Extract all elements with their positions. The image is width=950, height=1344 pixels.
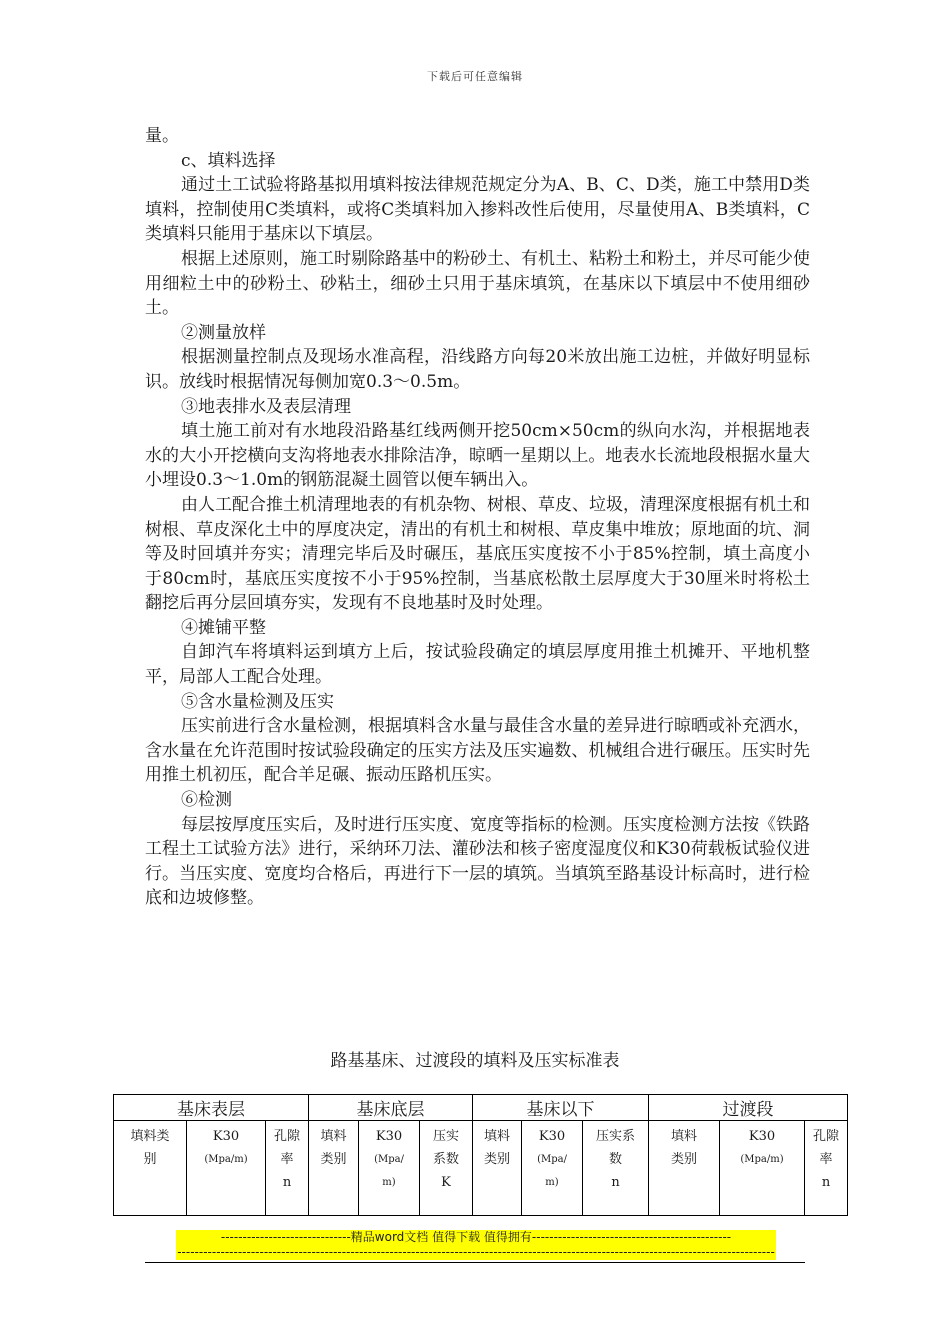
- table-subheader-cell: [473, 1121, 522, 1216]
- table-subheader-cell: [187, 1121, 266, 1216]
- group-header: 基床表层: [114, 1095, 309, 1121]
- table-subheader-cell: [266, 1121, 309, 1216]
- subheader-line: 率: [819, 1152, 833, 1167]
- body-paragraph: 量。: [145, 126, 179, 146]
- body-paragraph: ⑤含水量检测及压实: [181, 691, 334, 712]
- subheader-line: K30: [375, 1129, 403, 1144]
- subheader-line: K: [441, 1175, 451, 1190]
- subheader-line: 数: [608, 1152, 622, 1167]
- subheader-line: 类别: [670, 1152, 697, 1167]
- subheader-line: 填料: [320, 1129, 347, 1144]
- subheader-line: 孔隙: [273, 1129, 300, 1144]
- table-subheader-cell: [649, 1121, 720, 1216]
- subheader-line: 系数: [432, 1152, 459, 1167]
- body-paragraph: ②测量放样: [181, 322, 266, 343]
- body-paragraph: c、填料选择: [181, 150, 276, 171]
- body-paragraph: 填土施工前对有水地段沿路基红线两侧开挖50cm×50cm的纵向水沟，并根据地表水的大小开挖横向支沟将地表水排除洁净，晾晒一星期以上。地表水长流地段根据水量大小埋设0.3～1.0m的钢筋混凝土圆管以便车辆出入。: [145, 421, 810, 491]
- body-paragraph: 自卸汽车将填料运到填方上后，按试验段确定的填层厚度用推土机摊开、平地机整平，局部人工配合处理。: [145, 642, 810, 688]
- table-title: 路基基床、过渡段的填料及压实标准表: [330, 1051, 620, 1071]
- footer-banner: [176, 1230, 776, 1260]
- body-paragraph: 通过土工试验将路基拟用填料按法律规范规定分为A、B、C、D类，施工中禁用D类填料，控制使用C类填料，或将C类填料加入掺料改性后使用，尽量使用A、B类填料，C类填料只能用于基床以下填层。: [145, 175, 810, 245]
- group-header: 过渡段: [649, 1095, 848, 1121]
- body-paragraph: ⑥检测: [181, 790, 232, 811]
- table-subheader-cell: [114, 1121, 187, 1216]
- subheader-line: K30: [212, 1129, 240, 1144]
- banner-line-1: ------------------------------精品word文档 值得下载 值得拥有----------------------------------------------: [220, 1230, 732, 1244]
- subheader-line: K30: [538, 1129, 566, 1144]
- subheader-line: 压实: [432, 1129, 459, 1144]
- body-text: [145, 124, 810, 911]
- subheader-line: n: [282, 1175, 292, 1190]
- table-subheader-cell: [420, 1121, 473, 1216]
- table-group-header-row: [114, 1095, 848, 1121]
- subheader-line: (Mpa/m): [740, 1154, 784, 1165]
- page-header: 下载后可任意编辑: [427, 70, 523, 83]
- table-subheader-row: [114, 1121, 848, 1216]
- body-paragraph: ④摊铺平整: [181, 617, 266, 638]
- subheader-line: n: [611, 1175, 620, 1190]
- subheader-line: 填料类: [130, 1129, 170, 1144]
- body-paragraph: 根据测量控制点及现场水准高程，沿线路方向每20米放出施工边桩，并做好明显标识。放线时根据情况每侧加宽0.3～0.5m。: [145, 347, 810, 392]
- table-subheader-cell: [583, 1121, 649, 1216]
- standards-table: [113, 1094, 848, 1216]
- subheader-line: 孔隙: [813, 1129, 840, 1144]
- table-subheader-cell: [359, 1121, 420, 1216]
- group-header: 基床以下: [473, 1095, 649, 1121]
- subheader-line: 类别: [320, 1152, 347, 1167]
- subheader-line: m): [382, 1177, 396, 1188]
- banner-line-2: ------------------------------------------------------------------------------------------------------------------------------------------: [177, 1245, 775, 1259]
- body-paragraph: 由人工配合推土机清理地表的有机杂物、树根、草皮、垃圾，清理深度根据有机土和树根、草皮深化土中的厚度决定，清出的有机土和树根、草皮集中堆放；原地面的坑、洞等及时回填并夯实；清理完毕后及时碾压，基底压实度按不小于85%控制，填土高度小于80cm时，基底压实度按不小于95%控制，当基底松散土层厚度大于30厘米时将松土翻挖后再分层回填夯实，发现有不良地基时及时处理。: [145, 494, 810, 614]
- subheader-line: n: [821, 1175, 831, 1190]
- subheader-line: (Mpa/m): [204, 1154, 248, 1165]
- subheader-line: (Mpa/: [374, 1154, 404, 1165]
- subheader-line: 率: [280, 1152, 294, 1167]
- body-paragraph: 压实前进行含水量检测，根据填料含水量与最佳含水量的差异进行晾晒或补充洒水，含水量在允许范围时按试验段确定的压实方法及压实遍数、机械组合进行碾压。压实时先用推土机初压，配合羊足碾、振动压路机压实。: [145, 716, 810, 786]
- table-subheader-cell: [522, 1121, 583, 1216]
- body-paragraph: 根据上述原则，施工时剔除路基中的粉砂土、有机土、粘粉土和粉土，并尽可能少使用细粒土中的砂粉土、砂粘土，细砂土只用于基床填筑，在基床以下填层中不使用细砂土。: [145, 248, 810, 319]
- body-paragraph: ③地表排水及表层清理: [181, 396, 351, 417]
- subheader-line: 填料: [670, 1129, 697, 1144]
- group-header: 基床底层: [309, 1095, 473, 1121]
- table-subheader-cell: [805, 1121, 848, 1216]
- subheader-line: (Mpa/: [537, 1154, 567, 1165]
- subheader-line: K30: [748, 1129, 776, 1144]
- subheader-line: 类别: [483, 1152, 510, 1167]
- subheader-line: 填料: [483, 1129, 510, 1144]
- table-subheader-cell: [720, 1121, 805, 1216]
- footer-divider: [145, 1262, 805, 1263]
- subheader-line: 压实系: [595, 1129, 635, 1144]
- body-paragraph: 每层按厚度压实后，及时进行压实度、宽度等指标的检测。压实度检测方法按《铁路工程土工试验方法》进行，采纳环刀法、灌砂法和核子密度湿度仪和K30荷载板试验仪进行。当压实度、宽度均合格后，再进行下一层的填筑。当填筑至路基设计标高时，进行检底和边坡修整。: [145, 814, 810, 909]
- table-subheader-cell: [309, 1121, 359, 1216]
- subheader-line: 别: [143, 1152, 157, 1167]
- subheader-line: m): [545, 1177, 559, 1188]
